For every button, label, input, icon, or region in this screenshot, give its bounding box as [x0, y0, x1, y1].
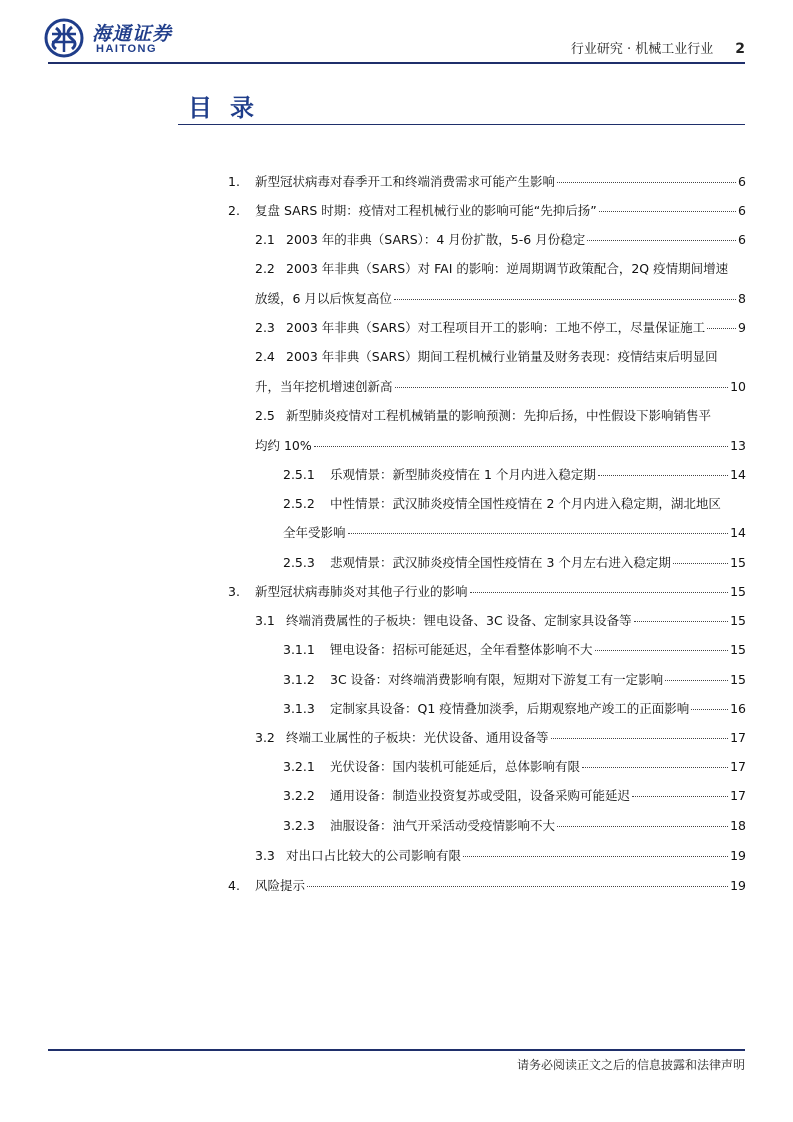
toc-entry[interactable]	[283, 699, 746, 717]
toc-entry[interactable]	[255, 406, 746, 424]
toc-entry-title: 中性情景：武汉肺炎疫情全国性疫情在 2 个月内进入稳定期，湖北地区	[330, 496, 721, 511]
toc-page-number: 15	[730, 672, 746, 687]
toc-entry-title: 2003 年的非典（SARS）：4 月份扩散，5-6 月份稳定	[286, 232, 586, 247]
toc-page-number: 13	[730, 438, 746, 453]
toc-entry-number: 3.3	[255, 848, 275, 863]
toc-entry-number: 2.5.2	[283, 496, 315, 511]
toc-entry[interactable]	[228, 172, 746, 190]
toc-dot-leader	[665, 680, 728, 681]
logo-english-name: HAITONG	[96, 43, 158, 55]
toc-entry-title: 定制家具设备：Q1 疫情叠加淡季，后期观察地产竣工的正面影响	[330, 701, 690, 716]
toc-entry-title-continued: 全年受影响	[283, 525, 346, 540]
toc-entry-number: 2.	[228, 203, 240, 218]
toc-dot-leader	[599, 211, 736, 212]
toc-page-number: 6	[738, 203, 746, 218]
header-divider	[48, 62, 745, 64]
page-header-info	[571, 38, 745, 57]
toc-entry[interactable]	[255, 347, 746, 365]
toc-entry-number: 3.2.2	[283, 788, 315, 803]
toc-entry-continuation[interactable]	[255, 436, 746, 454]
toc-entry[interactable]	[283, 757, 746, 775]
toc-page-number: 15	[730, 584, 746, 599]
toc-entry-number: 4.	[228, 878, 240, 893]
toc-entry-title: 复盘 SARS 时期：疫情对工程机械行业的影响可能“先抑后扬”	[255, 203, 597, 218]
toc-entry-title: 光伏设备：国内装机可能延后，总体影响有限	[330, 759, 581, 774]
toc-entry-title: 3C 设备：对终端消费影响有限，短期对下游复工有一定影响	[330, 672, 664, 687]
toc-entry[interactable]	[283, 786, 746, 804]
toc-page-number: 15	[730, 642, 746, 657]
toc-page-number: 17	[730, 730, 746, 745]
footer-divider	[48, 1049, 745, 1051]
toc-entry-title: 油服设备：油气开采活动受疫情影响不大	[330, 818, 556, 833]
toc-entry-number: 3.1.2	[283, 672, 315, 687]
toc-entry[interactable]	[255, 230, 746, 248]
toc-page-number: 17	[730, 759, 746, 774]
toc-dot-leader	[634, 621, 728, 622]
toc-dot-leader	[394, 299, 736, 300]
toc-dot-leader	[595, 650, 729, 651]
toc-entry-number: 1.	[228, 174, 240, 189]
toc-entry-title: 新型肺炎疫情对工程机械销量的影响预测：先抑后扬，中性假设下影响销售平	[286, 408, 712, 423]
toc-entry-title: 终端工业属性的子板块：光伏设备、通用设备等	[286, 730, 549, 745]
toc-entry-number: 2.5.3	[283, 555, 315, 570]
haitong-logo	[44, 18, 194, 62]
toc-entry-title: 通用设备：制造业投资复苏或受阻，设备采购可能延迟	[330, 788, 631, 803]
toc-entry-title-continued: 放缓，6 月以后恢复高位	[255, 291, 392, 306]
toc-entry-continuation[interactable]	[255, 289, 746, 307]
toc-dot-leader	[314, 446, 728, 447]
toc-page-number: 10	[730, 379, 746, 394]
logo-chinese-name: 海通证券	[92, 23, 173, 45]
page-number: 2	[735, 41, 745, 57]
toc-entry[interactable]	[255, 259, 746, 277]
toc-entry-number: 3.1	[255, 613, 275, 628]
toc-dot-leader	[395, 387, 729, 388]
toc-dot-leader	[587, 240, 736, 241]
footer-disclaimer: 请务必阅读正文之后的信息披露和法律声明	[516, 1058, 745, 1072]
toc-page-number: 6	[738, 232, 746, 247]
toc-dot-leader	[307, 886, 728, 887]
toc-dot-leader	[551, 738, 729, 739]
toc-entry[interactable]	[228, 201, 746, 219]
toc-entry-title: 对出口占比较大的公司影响有限	[286, 848, 462, 863]
toc-dot-leader	[463, 856, 728, 857]
toc-entry-continuation[interactable]	[283, 523, 746, 541]
toc-entry-continuation[interactable]	[255, 377, 746, 395]
toc-page-number: 14	[730, 525, 746, 540]
toc-page-number: 6	[738, 174, 746, 189]
toc-entry-title: 乐观情景：新型肺炎疫情在 1 个月内进入稳定期	[330, 467, 596, 482]
title-divider	[178, 124, 745, 125]
toc-entry-title-continued: 升，当年挖机增速创新高	[255, 379, 393, 394]
toc-page-number: 17	[730, 788, 746, 803]
toc-entry-title: 锂电设备：招标可能延迟，全年看整体影响不大	[330, 642, 593, 657]
toc-entry[interactable]	[255, 318, 746, 336]
toc-entry-title: 2003 年非典（SARS）对工程项目开工的影响：工地不停工，尽量保证施工	[286, 320, 706, 335]
toc-page-number: 15	[730, 555, 746, 570]
toc-entry-title: 新型冠状病毒对春季开工和终端消费需求可能产生影响	[255, 174, 556, 189]
haitong-logo-icon	[44, 18, 84, 58]
toc-entry[interactable]	[255, 611, 746, 629]
toc-entry[interactable]	[283, 553, 746, 571]
toc-page-number: 8	[738, 291, 746, 306]
toc-entry[interactable]	[283, 494, 746, 512]
toc-entry[interactable]	[255, 846, 746, 864]
toc-entry-title: 新型冠状病毒肺炎对其他子行业的影响	[255, 584, 468, 599]
toc-page-number: 19	[730, 878, 746, 893]
toc-entry-number: 2.5	[255, 408, 275, 423]
toc-entry-number: 2.1	[255, 232, 275, 247]
toc-entry[interactable]	[228, 582, 746, 600]
toc-entry[interactable]	[283, 465, 746, 483]
toc-dot-leader	[598, 475, 728, 476]
toc-dot-leader	[348, 533, 729, 534]
toc-dot-leader	[557, 826, 728, 827]
toc-page-number: 16	[730, 701, 746, 716]
toc-entry-number: 2.4	[255, 349, 275, 364]
toc-entry-number: 2.5.1	[283, 467, 315, 482]
toc-entry-title-continued: 均约 10%	[255, 438, 312, 453]
toc-dot-leader	[707, 328, 736, 329]
toc-page-number: 14	[730, 467, 746, 482]
toc-entry-number: 3.1.3	[283, 701, 315, 716]
toc-entry-title: 2003 年非典（SARS）期间工程机械行业销量及财务表现：疫情结束后明显回	[286, 349, 718, 364]
toc-dot-leader	[582, 767, 728, 768]
toc-page-number: 18	[730, 818, 746, 833]
toc-entry[interactable]	[283, 640, 746, 658]
toc-page-number: 15	[730, 613, 746, 628]
toc-entry-number: 3.2.1	[283, 759, 315, 774]
report-section: 行业研究 · 机械工业行业	[570, 42, 714, 57]
toc-dot-leader	[470, 592, 729, 593]
toc-entry-title: 悲观情景：武汉肺炎疫情全国性疫情在 3 个月左右进入稳定期	[330, 555, 671, 570]
toc-dot-leader	[691, 709, 728, 710]
toc-entry-title: 终端消费属性的子板块：锂电设备、3C 设备、定制家具设备等	[286, 613, 632, 628]
toc-entry-title: 2003 年非典（SARS）对 FAI 的影响：逆周期调节政策配合，2Q 疫情期间增速	[286, 261, 729, 276]
page-title: 目录	[188, 93, 272, 122]
toc-dot-leader	[632, 796, 728, 797]
toc-entry-number: 3.	[228, 584, 240, 599]
toc-entry-number: 2.2	[255, 261, 275, 276]
toc-entry-number: 3.2	[255, 730, 275, 745]
toc-entry-number: 3.1.1	[283, 642, 315, 657]
toc-page-number: 19	[730, 848, 746, 863]
toc-entry[interactable]	[228, 876, 746, 894]
toc-entry-number: 3.2.3	[283, 818, 315, 833]
toc-page-number: 9	[738, 320, 746, 335]
toc-dot-leader	[673, 563, 728, 564]
toc-entry[interactable]	[283, 816, 746, 834]
toc-entry-number: 2.3	[255, 320, 275, 335]
toc-entry-title: 风险提示	[255, 878, 306, 893]
toc-dot-leader	[557, 182, 736, 183]
toc-entry[interactable]	[283, 670, 746, 688]
toc-entry[interactable]	[255, 728, 746, 746]
